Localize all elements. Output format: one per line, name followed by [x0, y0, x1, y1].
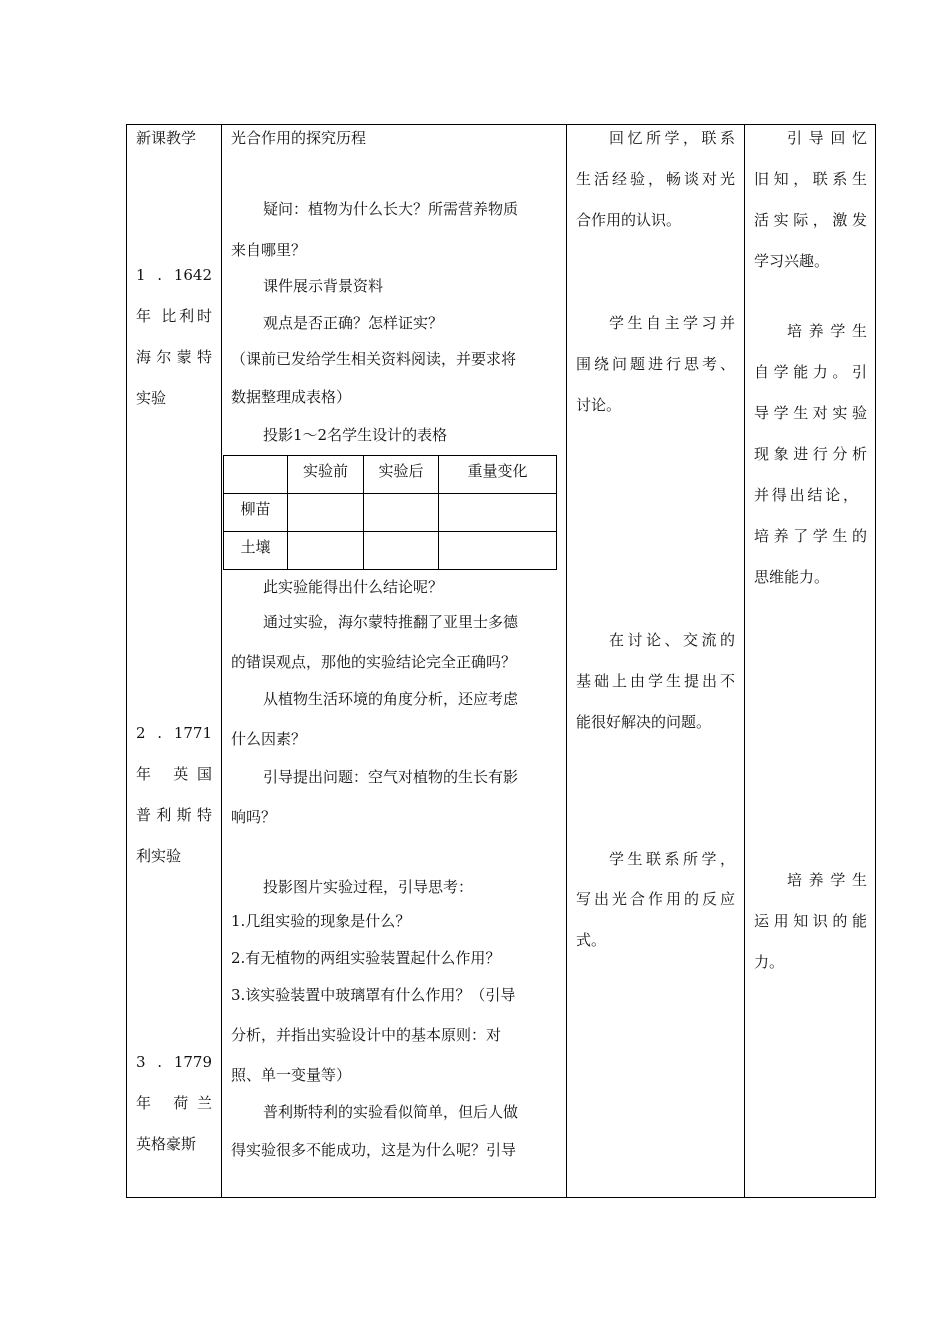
content-line: 普利斯特利的实验看似简单，但后人做: [263, 1103, 519, 1121]
content-line: 照、单一变量等）: [231, 1066, 352, 1084]
content-line: 来自哪里？: [231, 241, 307, 259]
table-header-row: [224, 456, 557, 494]
student-activity-line: 讨论。: [576, 396, 622, 414]
lesson-plan-table: [126, 124, 876, 1198]
table-header-cell: 实验前: [288, 456, 364, 494]
stage-item-1-line: 海尔蒙特: [136, 348, 212, 366]
student-activity-line: 生活经验，畅谈对光: [576, 170, 735, 188]
content-line: 什么因素？: [231, 730, 307, 748]
design-intent-line: 活实际，激发: [754, 211, 867, 229]
design-intent-line: 并得出结论，: [754, 486, 858, 504]
stage-item-1-line: 1 . 1642: [136, 266, 212, 284]
content-line: 从植物生活环境的角度分析，还应考虑: [263, 690, 519, 708]
content-line: 通过实验，海尔蒙特推翻了亚里士多德: [263, 613, 519, 631]
stage-item-1-line: 实验: [136, 389, 167, 407]
student-data-table: [223, 455, 557, 570]
stage-header: 新课教学: [136, 129, 197, 147]
column-divider: [221, 125, 222, 1197]
design-intent-line: 培养学生: [787, 871, 867, 889]
student-activity-line: 在讨论、交流的: [609, 631, 735, 649]
student-activity-line: 式。: [576, 931, 607, 949]
section-title: 光合作用的探究历程: [231, 129, 367, 147]
table-header-cell: 实验后: [364, 456, 439, 494]
table-row: [224, 532, 557, 570]
content-line: 观点是否正确？怎样证实？: [263, 314, 444, 332]
design-intent-line: 旧知，联系生: [754, 170, 867, 188]
stage-item-3-line: 3 . 1779: [136, 1053, 212, 1071]
stage-item-2-line: 2 . 1771: [136, 724, 212, 742]
table-row-label: 土壤: [224, 532, 288, 570]
student-activity-line: 写出光合作用的反应: [576, 890, 735, 908]
stage-item-3-line: 英格豪斯: [136, 1135, 197, 1153]
content-line: 1.几组实验的现象是什么？: [231, 912, 411, 930]
student-activity-line: 能很好解决的问题。: [576, 713, 712, 731]
student-activity-line: 学生自主学习并: [609, 314, 735, 332]
student-activity-line: 学生联系所学，: [609, 850, 735, 868]
content-line: （课前已发给学生相关资料阅读，并要求将: [231, 350, 517, 368]
design-intent-line: 学习兴趣。: [754, 252, 830, 270]
design-intent-line: 运用知识的能: [754, 912, 867, 930]
design-intent-line: 导学生对实验: [754, 404, 867, 422]
column-divider: [744, 125, 745, 1197]
table-cell: [364, 494, 439, 532]
content-line: 3.该实验装置中玻璃罩有什么作用？（引导: [231, 986, 516, 1004]
content-line: 投影1～2名学生设计的表格: [263, 426, 448, 444]
table-cell: [439, 532, 557, 570]
student-activity-line: 合作用的认识。: [576, 211, 682, 229]
student-activity-line: 围绕问题进行思考、: [576, 355, 735, 373]
content-line: 2.有无植物的两组实验装置起什么作用？: [231, 949, 501, 967]
design-intent-line: 引导回忆: [787, 129, 867, 147]
content-line: 数据整理成表格）: [231, 388, 352, 406]
design-intent-line: 思维能力。: [754, 568, 830, 586]
table-cell: [288, 532, 364, 570]
content-line: 疑问：植物为什么长大？所需营养物质: [263, 200, 519, 218]
column-divider: [566, 125, 567, 1197]
stage-item-1-line: 年 比利时: [136, 307, 212, 325]
content-line: 分析，并指出实验设计中的基本原则：对: [231, 1026, 502, 1044]
student-activity-line: 回忆所学，联系: [609, 129, 735, 147]
table-cell: [439, 494, 557, 532]
content-line: 投影图片实验过程，引导思考：: [263, 878, 474, 896]
student-activity-line: 基础上由学生提出不: [576, 672, 735, 690]
design-intent-line: 自学能力。引: [754, 363, 867, 381]
content-line: 得实验很多不能成功，这是为什么呢？引导: [231, 1141, 517, 1159]
content-line: 的错误观点，那他的实验结论完全正确吗？: [231, 653, 517, 671]
design-intent-line: 培养学生: [787, 322, 867, 340]
table-header-cell: [224, 456, 288, 494]
stage-item-2-line: 年 英国: [136, 765, 212, 783]
content-line: 此实验能得出什么结论呢？: [263, 578, 444, 596]
stage-item-2-line: 利实验: [136, 847, 182, 865]
content-line: 响吗？: [231, 808, 277, 826]
content-line: 课件展示背景资料: [263, 277, 384, 295]
table-cell: [288, 494, 364, 532]
table-header-cell: 重量变化: [439, 456, 557, 494]
content-line: 引导提出问题：空气对植物的生长有影: [263, 768, 519, 786]
design-intent-line: 现象进行分析: [754, 445, 867, 463]
table-cell: [364, 532, 439, 570]
stage-item-2-line: 普利斯特: [136, 806, 212, 824]
table-row-label: 柳苗: [224, 494, 288, 532]
stage-item-3-line: 年 荷兰: [136, 1094, 212, 1112]
table-row: [224, 494, 557, 532]
design-intent-line: 培养了学生的: [754, 527, 867, 545]
design-intent-line: 力。: [754, 953, 785, 971]
